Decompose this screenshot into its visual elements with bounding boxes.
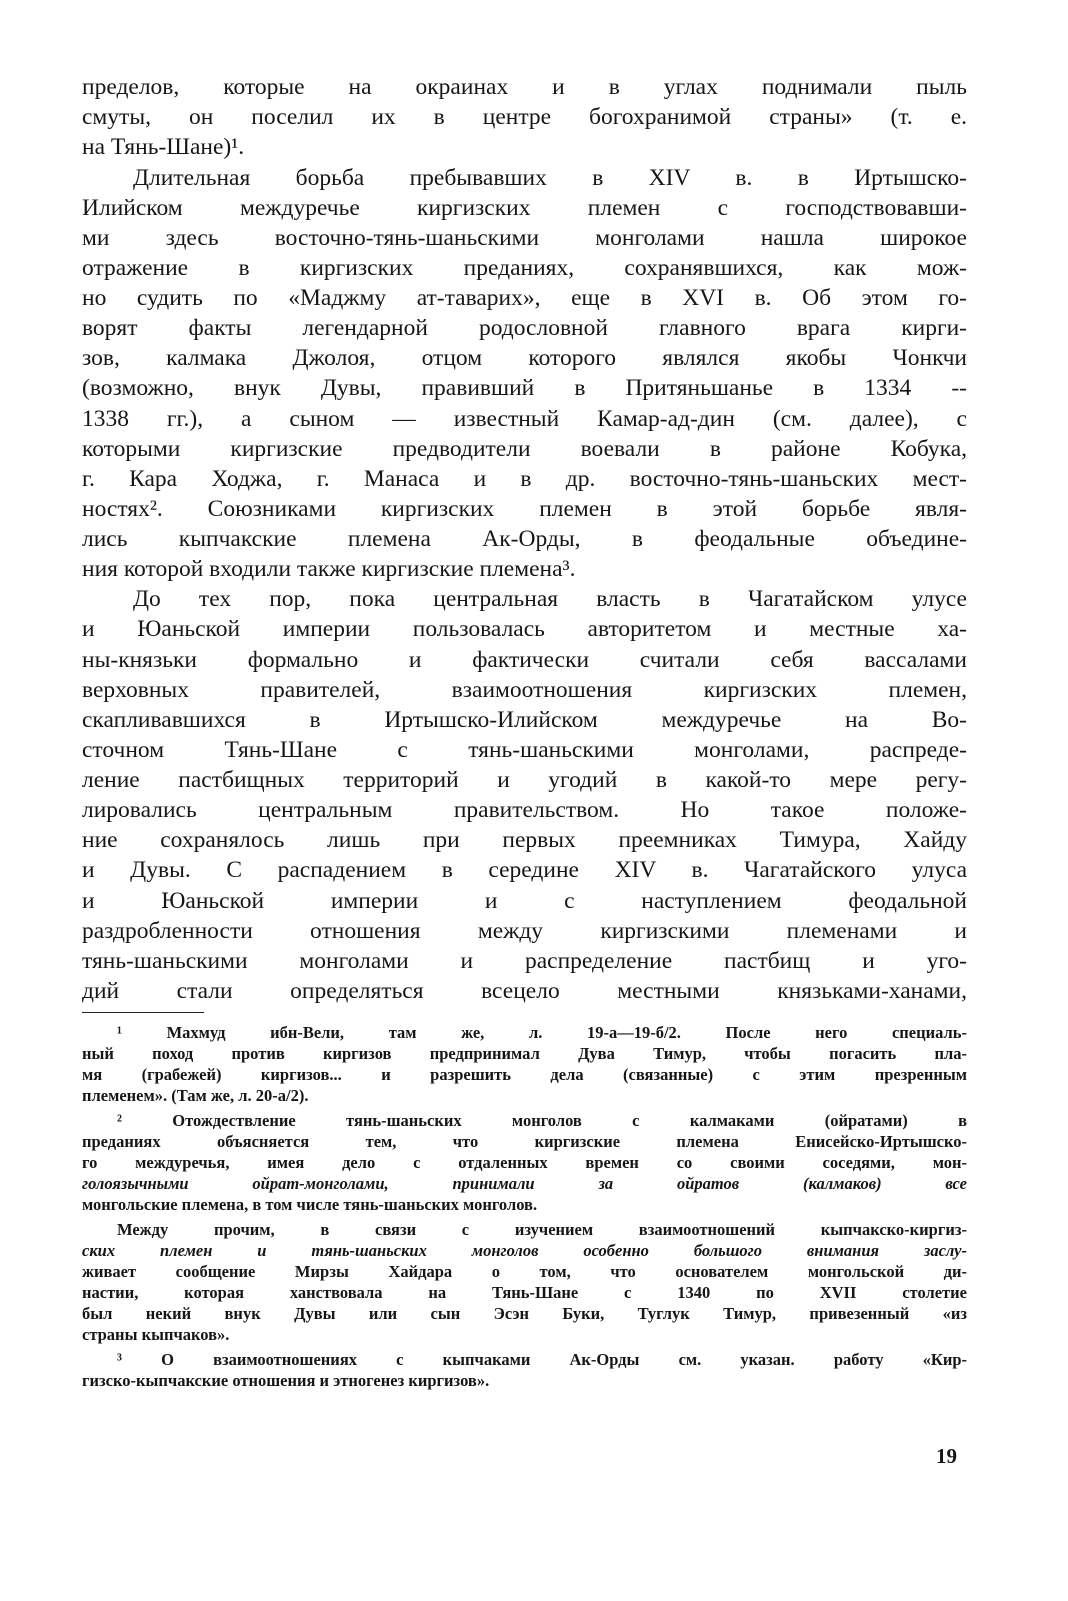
footnote-line: ³ О взаимоотношениях с кыпчаками Ак-Орды см. указан. работу «Кир- [117, 1350, 967, 1369]
footnote-line: ских племен и тянь-шаньских монголов особенно большого внимания заслу- [82, 1241, 967, 1260]
body-line: смуты, он поселил их в центре богохранимой страны» (т. е. [82, 104, 967, 130]
body-line: ление пастбищных территорий и угодий в какой-то мере регу- [82, 767, 967, 793]
footnote-line: монгольские племена, в том числе тянь-шаньских монголов. [82, 1195, 538, 1214]
body-line: и Юаньской империи пользовалась авторитетом и местные ха- [82, 616, 967, 642]
body-line: ми здесь восточно-тянь-шаньскими монголами нашла широкое [82, 225, 967, 251]
body-line: но судить по «Маджму ат-таварих», еще в XVI в. Об этом го- [82, 285, 967, 311]
footnote-line: был некий внук Дувы или сын Эсэн Буки, Туглук Тимур, привезенный «из [82, 1304, 967, 1323]
body-line: лись кыпчакские племена Ак-Орды, в феодальные объедине- [82, 526, 967, 552]
footnote-line: ² Отождествление тянь-шаньских монголов с калмаками (ойратами) в [117, 1111, 967, 1130]
body-line: дий стали определяться всецело местными князьками-ханами, [82, 978, 967, 1004]
body-line: на Тянь-Шане)¹. [82, 134, 245, 160]
footnote-line: ный поход против киргизов предпринимал Дува Тимур, чтобы погасить пла- [82, 1044, 967, 1063]
body-line: До тех пор, пока центральная власть в Чагатайском улусе [133, 586, 967, 612]
body-line: ния которой входили также киргизские племена³. [82, 556, 576, 582]
body-line: лировались центральным правительством. Но такое положе- [82, 797, 967, 823]
body-line: г. Кара Ходжа, г. Манаса и в др. восточно-тянь-шаньских мест- [82, 466, 967, 492]
page-number: 19 [936, 1444, 957, 1468]
body-line: Илийском междуречье киргизских племен с господствовавши- [82, 195, 967, 221]
footnote-line: живает сообщение Мирзы Хайдара о том, что основателем монгольской ди- [82, 1262, 967, 1281]
body-line: 1338 гг.), а сыном — известный Камар-ад-дин (см. далее), с [82, 406, 967, 432]
body-line: которыми киргизские предводители воевали в районе Кобука, [82, 436, 967, 462]
footnote-line: страны кыпчаков». [82, 1325, 230, 1344]
footnote-line: голоязычными ойрат-монголами, принимали за ойратов (калмаков) все [82, 1174, 967, 1193]
footnote-line: настии, которая ханствовала на Тянь-Шане с 1340 по XVII столетие [82, 1283, 967, 1302]
body-line: зов, калмака Джолоя, отцом которого являлся якобы Чонкчи [82, 345, 967, 371]
body-line: раздробленности отношения между киргизскими племенами и [82, 918, 967, 944]
footnote-line: мя (грабежей) киргизов... и разрешить дела (связанные) с этим презренным [82, 1065, 967, 1084]
footnote-line: преданиях объясняется тем, что киргизские племена Енисейско-Иртышско- [82, 1132, 967, 1151]
body-line: ностях². Союзниками киргизских племен в этой борьбе явля- [82, 496, 967, 522]
footnote-line: го междуречья, имея дело с отдаленных времен со своими соседями, мон- [82, 1153, 967, 1172]
footnote-line: племенем». (Там же, л. 20-а/2). [82, 1086, 309, 1105]
body-line: пределов, которые на окраинах и в углах поднимали пыль [82, 74, 967, 100]
footnote-separator [82, 1012, 204, 1013]
body-line: (возможно, внук Дувы, правивший в Притяньшанье в 1334 -- [82, 375, 967, 401]
body-line: сточном Тянь-Шане с тянь-шаньскими монголами, распреде- [82, 737, 967, 763]
body-line: тянь-шаньскими монголами и распределение пастбищ и уго- [82, 948, 967, 974]
body-line: верховных правителей, взаимоотношения киргизских племен, [82, 677, 967, 703]
body-line: и Юаньской империи и с наступлением феодальной [82, 888, 967, 914]
footnote-line: гизско-кыпчакские отношения и этногенез киргизов». [82, 1371, 490, 1390]
body-line: Длительная борьба пребывавших в XIV в. в Иртышско- [133, 165, 967, 191]
body-line: скапливавшихся в Иртышско-Илийском междуречье на Во- [82, 707, 967, 733]
body-line: отражение в киргизских преданиях, сохранявшихся, как мож- [82, 255, 967, 281]
body-line: ны-князьки формально и фактически считали себя вассалами [82, 647, 967, 673]
body-line: ворят факты легендарной родословной главного врага кирги- [82, 315, 967, 341]
body-line: и Дувы. С распадением в середине XIV в. Чагатайского улуса [82, 857, 967, 883]
footnote-line: ¹ Махмуд ибн-Вели, там же, л. 19-а—19-б/2. После него специаль- [117, 1023, 967, 1042]
body-line: ние сохранялось лишь при первых преемниках Тимура, Хайду [82, 827, 967, 853]
footnote-line: Между прочим, в связи с изучением взаимоотношений кыпчакско-киргиз- [117, 1220, 967, 1239]
